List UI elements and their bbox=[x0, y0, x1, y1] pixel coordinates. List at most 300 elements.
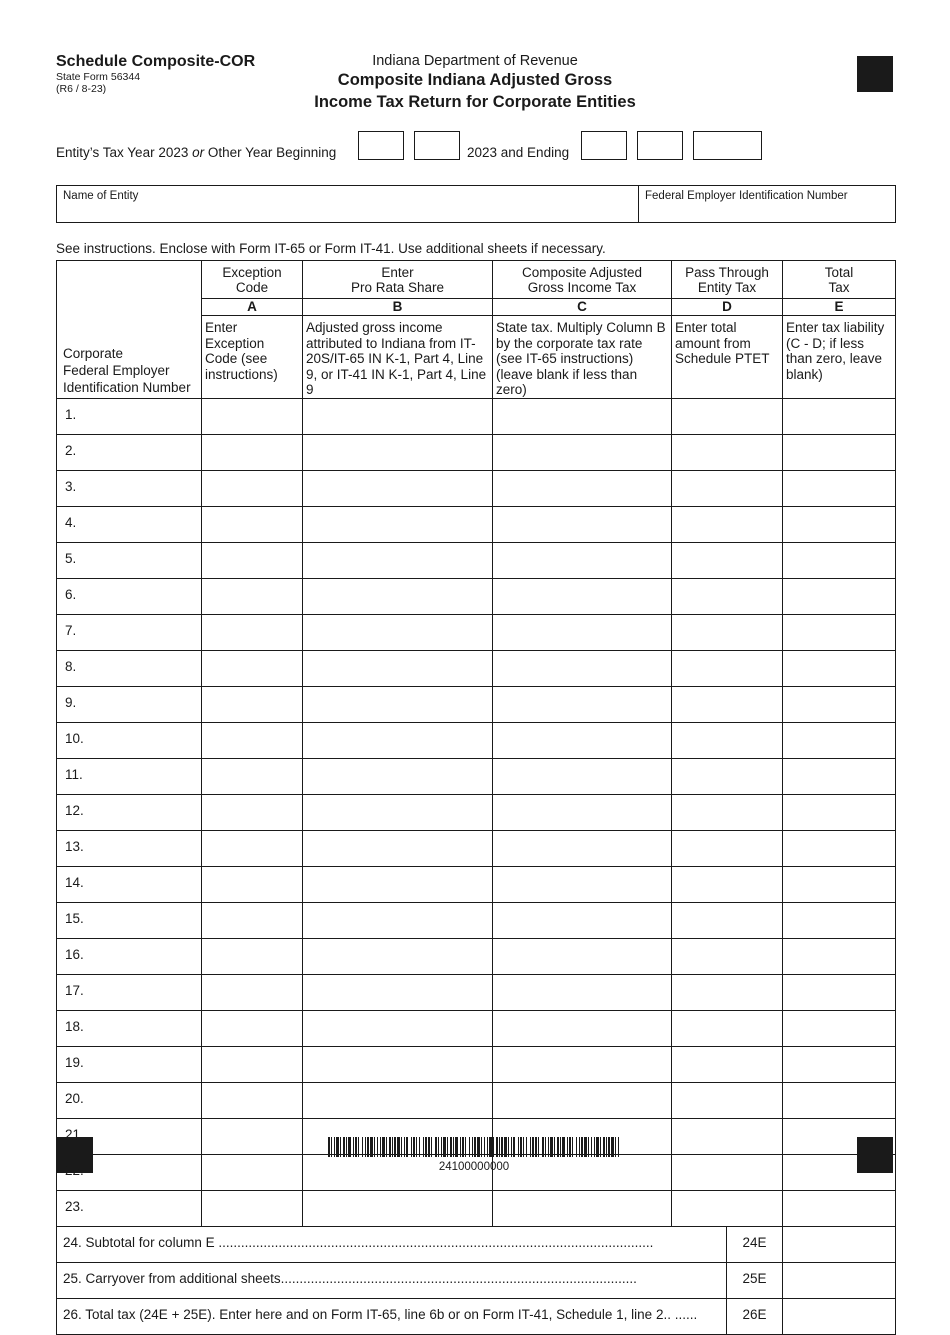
composite-tax-input[interactable] bbox=[493, 650, 672, 686]
pro-rata-share-input[interactable] bbox=[303, 1046, 493, 1082]
barcode-bar bbox=[511, 1137, 512, 1157]
column-a-description: Enter Exception Code (see instructions) bbox=[202, 316, 303, 399]
total-tax-input[interactable] bbox=[783, 1154, 896, 1190]
barcode-bar bbox=[496, 1137, 498, 1157]
pro-rata-share-input[interactable] bbox=[303, 614, 493, 650]
barcode-bar bbox=[548, 1137, 549, 1157]
barcode-bar bbox=[346, 1137, 347, 1157]
total-tax-input[interactable] bbox=[783, 866, 896, 902]
table-row bbox=[57, 830, 896, 866]
line-number-fein-cell[interactable]: 6. bbox=[57, 578, 202, 614]
total-tax-input[interactable] bbox=[783, 434, 896, 470]
pte-tax-input[interactable] bbox=[672, 398, 783, 434]
total-tax-input[interactable] bbox=[783, 542, 896, 578]
column-d-title: Pass Through Entity Tax bbox=[672, 261, 783, 299]
pte-tax-input[interactable] bbox=[672, 470, 783, 506]
pte-tax-input[interactable] bbox=[672, 866, 783, 902]
line-number-fein-cell[interactable]: 5. bbox=[57, 542, 202, 578]
barcode-bar bbox=[404, 1137, 405, 1157]
barcode-bar bbox=[416, 1137, 417, 1157]
total-tax-input[interactable] bbox=[783, 506, 896, 542]
barcode-bar bbox=[560, 1137, 561, 1157]
total-line-label: 25. Carryover from additional sheets............................................................................................... bbox=[57, 1262, 727, 1298]
barcode-bar bbox=[526, 1137, 527, 1157]
barcode-bar bbox=[343, 1137, 345, 1157]
barcode-bar bbox=[489, 1137, 492, 1157]
barcode-bar bbox=[377, 1137, 378, 1157]
barcode-bar bbox=[501, 1137, 503, 1157]
exception-code-input[interactable] bbox=[202, 578, 303, 614]
pro-rata-share-input[interactable] bbox=[303, 866, 493, 902]
form-revision: (R6 / 8-23) bbox=[56, 83, 107, 95]
begin-month-input[interactable] bbox=[358, 131, 404, 160]
barcode-bar bbox=[411, 1137, 412, 1157]
barcode-bar bbox=[554, 1137, 555, 1157]
barcode-bar bbox=[462, 1137, 464, 1157]
total-tax-input[interactable] bbox=[783, 1118, 896, 1154]
table-row bbox=[57, 866, 896, 902]
total-tax-input[interactable] bbox=[783, 398, 896, 434]
barcode-bar bbox=[394, 1137, 396, 1157]
barcode-bar bbox=[530, 1137, 531, 1157]
barcode-bar bbox=[603, 1137, 605, 1157]
barcode-bar bbox=[397, 1137, 400, 1157]
barcode-bar bbox=[581, 1137, 583, 1157]
composite-tax-input[interactable] bbox=[493, 938, 672, 974]
barcode-bar bbox=[358, 1137, 359, 1157]
pro-rata-share-input[interactable] bbox=[303, 1082, 493, 1118]
table-row bbox=[57, 614, 896, 650]
composite-tax-input[interactable] bbox=[493, 470, 672, 506]
table-row bbox=[57, 1010, 896, 1046]
form-title-line-1: Composite Indiana Adjusted Gross bbox=[337, 71, 613, 89]
exception-code-input[interactable] bbox=[202, 1010, 303, 1046]
composite-tax-input[interactable] bbox=[493, 578, 672, 614]
barcode-bar bbox=[523, 1137, 524, 1157]
exception-code-input[interactable] bbox=[202, 1118, 303, 1154]
barcode-image bbox=[328, 1137, 620, 1157]
composite-tax-input[interactable] bbox=[493, 434, 672, 470]
total-tax-input[interactable] bbox=[783, 614, 896, 650]
barcode-bar bbox=[618, 1137, 619, 1157]
pte-tax-input[interactable] bbox=[672, 1010, 783, 1046]
pte-tax-input[interactable] bbox=[672, 434, 783, 470]
form-name: Schedule Composite-COR bbox=[56, 53, 256, 70]
total-tax-input[interactable] bbox=[783, 1046, 896, 1082]
total-tax-input[interactable] bbox=[783, 830, 896, 866]
table-row bbox=[57, 722, 896, 758]
barcode-bar bbox=[435, 1137, 437, 1157]
barcode-bar bbox=[591, 1137, 592, 1157]
pte-tax-input[interactable] bbox=[672, 902, 783, 938]
barcode-bar bbox=[474, 1137, 476, 1157]
barcode-bar bbox=[542, 1137, 544, 1157]
barcode-bar bbox=[425, 1137, 427, 1157]
barcode-bar bbox=[576, 1137, 577, 1157]
barcode-bar bbox=[545, 1137, 546, 1157]
line-number-fein-cell[interactable]: 12. bbox=[57, 794, 202, 830]
barcode-bar bbox=[557, 1137, 559, 1157]
line-number-fein-cell[interactable]: 21. bbox=[57, 1118, 202, 1154]
total-line-label: 26. Total tax (24E + 25E). Enter here and on Form IT-65, line 6b or on Form IT-41, Schedule 1, line 2.. ...... bbox=[57, 1298, 727, 1334]
pro-rata-share-input[interactable] bbox=[303, 830, 493, 866]
form-title-block bbox=[270, 53, 680, 113]
barcode-bar bbox=[472, 1137, 473, 1157]
pro-rata-share-input[interactable] bbox=[303, 542, 493, 578]
total-line-label: 24. Subtotal for column E .................................................................................................................... bbox=[57, 1226, 727, 1262]
barcode-bar bbox=[538, 1137, 539, 1157]
barcode-bar bbox=[382, 1137, 385, 1157]
barcode-bar bbox=[413, 1137, 415, 1157]
exception-code-input[interactable] bbox=[202, 470, 303, 506]
line-number-fein-cell[interactable]: 8. bbox=[57, 650, 202, 686]
barcode-bar bbox=[572, 1137, 573, 1157]
table-row bbox=[57, 1082, 896, 1118]
barcode-bar bbox=[569, 1137, 571, 1157]
total-row bbox=[57, 1226, 896, 1262]
barcode-bar bbox=[477, 1137, 480, 1157]
pte-tax-input[interactable] bbox=[672, 650, 783, 686]
barcode-bar bbox=[431, 1137, 432, 1157]
entity-divider bbox=[638, 186, 639, 222]
line-number-fein-cell[interactable]: 23. bbox=[57, 1190, 202, 1226]
end-month-input[interactable] bbox=[581, 131, 627, 160]
pte-tax-input[interactable] bbox=[672, 686, 783, 722]
barcode-bar bbox=[438, 1137, 439, 1157]
barcode-bar bbox=[460, 1137, 461, 1157]
pte-tax-input[interactable] bbox=[672, 506, 783, 542]
barcode-bar bbox=[596, 1137, 599, 1157]
exception-code-input[interactable] bbox=[202, 938, 303, 974]
form-identifier bbox=[56, 53, 255, 95]
barcode-bar bbox=[594, 1137, 595, 1157]
exception-code-input[interactable] bbox=[202, 1190, 303, 1226]
end-year-input[interactable] bbox=[693, 131, 762, 160]
line-number-fein-cell[interactable]: 9. bbox=[57, 686, 202, 722]
barcode-number: 24100000000 bbox=[438, 1161, 510, 1173]
total-tax-input[interactable] bbox=[783, 1082, 896, 1118]
begin-day-input[interactable] bbox=[414, 131, 460, 160]
exception-code-input[interactable] bbox=[202, 614, 303, 650]
pro-rata-share-input[interactable] bbox=[303, 974, 493, 1010]
barcode-bar bbox=[331, 1137, 332, 1157]
exception-code-input[interactable] bbox=[202, 1154, 303, 1190]
total-tax-input[interactable] bbox=[783, 758, 896, 794]
exception-code-input[interactable] bbox=[202, 398, 303, 434]
pro-rata-share-input[interactable] bbox=[303, 686, 493, 722]
barcode-bar bbox=[380, 1137, 381, 1157]
pro-rata-share-input[interactable] bbox=[303, 434, 493, 470]
line-number-fein-cell[interactable]: 2. bbox=[57, 434, 202, 470]
barcode-bar bbox=[606, 1137, 607, 1157]
composite-tax-input[interactable] bbox=[493, 722, 672, 758]
barcode-bar bbox=[481, 1137, 482, 1157]
line-number-fein-cell[interactable]: 13. bbox=[57, 830, 202, 866]
line-number-fein-cell[interactable]: 16. bbox=[57, 938, 202, 974]
barcode-bar bbox=[447, 1137, 448, 1157]
composite-tax-input[interactable] bbox=[493, 794, 672, 830]
barcode-bar bbox=[518, 1137, 519, 1157]
exception-code-input[interactable] bbox=[202, 974, 303, 1010]
barcode-bar bbox=[499, 1137, 500, 1157]
total-line-amount-input[interactable] bbox=[783, 1226, 896, 1262]
composite-tax-input[interactable] bbox=[493, 974, 672, 1010]
exception-code-input[interactable] bbox=[202, 1046, 303, 1082]
barcode-bar bbox=[362, 1137, 363, 1157]
barcode-bar bbox=[353, 1137, 354, 1157]
composite-tax-input[interactable] bbox=[493, 758, 672, 794]
pte-tax-input[interactable] bbox=[672, 1190, 783, 1226]
barcode-bar bbox=[567, 1137, 568, 1157]
composite-tax-input[interactable] bbox=[493, 902, 672, 938]
barcode-bar bbox=[615, 1137, 616, 1157]
pte-tax-input[interactable] bbox=[672, 1046, 783, 1082]
exception-code-input[interactable] bbox=[202, 1082, 303, 1118]
total-line-code: 25E bbox=[727, 1262, 783, 1298]
instructions-text: See instructions. Enclose with Form IT-65 or Form IT-41. Use additional sheets if necessary. bbox=[56, 241, 606, 256]
total-line-amount-input[interactable] bbox=[783, 1262, 896, 1298]
line-number-fein-cell[interactable]: 18. bbox=[57, 1010, 202, 1046]
barcode-bar bbox=[600, 1137, 601, 1157]
table-row bbox=[57, 938, 896, 974]
pro-rata-share-input[interactable] bbox=[303, 902, 493, 938]
table-row bbox=[57, 542, 896, 578]
column-a-letter: A bbox=[202, 299, 303, 316]
total-line-amount-input[interactable] bbox=[783, 1298, 896, 1334]
exception-code-input[interactable] bbox=[202, 650, 303, 686]
line-number-fein-cell[interactable]: 1. bbox=[57, 398, 202, 434]
column-a-title: Exception Code bbox=[202, 261, 303, 299]
pro-rata-share-input[interactable] bbox=[303, 1190, 493, 1226]
barcode-bar bbox=[608, 1137, 610, 1157]
entity-fein-label: Federal Employer Identification Number bbox=[645, 190, 848, 202]
pte-tax-input[interactable] bbox=[672, 1154, 783, 1190]
line-number-fein-cell[interactable]: 20. bbox=[57, 1082, 202, 1118]
barcode-bar bbox=[532, 1137, 534, 1157]
total-tax-input[interactable] bbox=[783, 686, 896, 722]
pte-tax-input[interactable] bbox=[672, 578, 783, 614]
composite-tax-input[interactable] bbox=[493, 686, 672, 722]
pro-rata-share-input[interactable] bbox=[303, 578, 493, 614]
barcode-bar bbox=[367, 1137, 369, 1157]
barcode-bar bbox=[348, 1137, 351, 1157]
barcode-bar bbox=[355, 1137, 357, 1157]
table-row bbox=[57, 578, 896, 614]
table-row bbox=[57, 1190, 896, 1226]
table-row bbox=[57, 974, 896, 1010]
state-form-number: State Form 56344 bbox=[56, 71, 141, 83]
barcode-bar bbox=[504, 1137, 507, 1157]
barcode-bar bbox=[374, 1137, 375, 1157]
barcode-bar bbox=[334, 1137, 335, 1157]
line-number-fein-cell[interactable]: 11. bbox=[57, 758, 202, 794]
pte-tax-input[interactable] bbox=[672, 830, 783, 866]
barcode-bar bbox=[419, 1137, 420, 1157]
barcode-bar bbox=[428, 1137, 430, 1157]
table-row bbox=[57, 434, 896, 470]
column-c-letter: C bbox=[493, 299, 672, 316]
barcode-bar bbox=[611, 1137, 614, 1157]
barcode-bar bbox=[562, 1137, 565, 1157]
composite-tax-input[interactable] bbox=[493, 1010, 672, 1046]
pro-rata-share-input[interactable] bbox=[303, 794, 493, 830]
barcode-bar bbox=[588, 1137, 589, 1157]
column-b-description: Adjusted gross income attributed to Indiana from IT-20S/IT-65 IN K-1, Part 4, Line 9, or IT-41 IN K-1, Part 4, Line 9 bbox=[303, 316, 493, 399]
pro-rata-share-input[interactable] bbox=[303, 398, 493, 434]
total-tax-input[interactable] bbox=[783, 902, 896, 938]
barcode-bar bbox=[520, 1137, 522, 1157]
barcode-bar bbox=[579, 1137, 580, 1157]
line-number-fein-cell[interactable]: 10. bbox=[57, 722, 202, 758]
pte-tax-input[interactable] bbox=[672, 1118, 783, 1154]
composite-tax-input[interactable] bbox=[493, 830, 672, 866]
total-tax-input[interactable] bbox=[783, 974, 896, 1010]
composite-tax-input[interactable] bbox=[493, 398, 672, 434]
total-tax-input[interactable] bbox=[783, 650, 896, 686]
barcode-bar bbox=[535, 1137, 537, 1157]
table-row bbox=[57, 470, 896, 506]
barcode-bar bbox=[328, 1137, 330, 1157]
pro-rata-share-input[interactable] bbox=[303, 650, 493, 686]
total-row bbox=[57, 1262, 896, 1298]
pro-rata-share-input[interactable] bbox=[303, 938, 493, 974]
pte-tax-input[interactable] bbox=[672, 938, 783, 974]
pte-tax-input[interactable] bbox=[672, 758, 783, 794]
line-number-fein-cell[interactable]: 22. bbox=[57, 1154, 202, 1190]
pte-tax-input[interactable] bbox=[672, 722, 783, 758]
barcode-bar bbox=[423, 1137, 424, 1157]
exception-code-input[interactable] bbox=[202, 506, 303, 542]
column-d-letter: D bbox=[672, 299, 783, 316]
composite-tax-input[interactable] bbox=[493, 614, 672, 650]
composite-tax-input[interactable] bbox=[493, 542, 672, 578]
table-row bbox=[57, 650, 896, 686]
department-name: Indiana Department of Revenue bbox=[372, 53, 578, 69]
column-e-letter: E bbox=[783, 299, 896, 316]
total-tax-input[interactable] bbox=[783, 578, 896, 614]
line-number-fein-cell[interactable]: 7. bbox=[57, 614, 202, 650]
end-day-input[interactable] bbox=[637, 131, 683, 160]
table-row bbox=[57, 902, 896, 938]
line-number-fein-cell[interactable]: 14. bbox=[57, 866, 202, 902]
barcode-bar bbox=[584, 1137, 587, 1157]
column-c-title: Composite Adjusted Gross Income Tax bbox=[493, 261, 672, 299]
barcode-bar bbox=[443, 1137, 446, 1157]
barcode-bar bbox=[465, 1137, 466, 1157]
barcode-bar bbox=[450, 1137, 452, 1157]
form-title-line-2: Income Tax Return for Corporate Entities bbox=[314, 93, 636, 111]
total-line-code: 24E bbox=[727, 1226, 783, 1262]
tax-year-begin-label: Entity’s Tax Year 2023 or Other Year Beginning bbox=[56, 145, 337, 160]
registration-mark-top-right bbox=[857, 56, 893, 92]
pro-rata-share-input[interactable] bbox=[303, 506, 493, 542]
column-b-letter: B bbox=[303, 299, 493, 316]
barcode-bar bbox=[493, 1137, 494, 1157]
line-number-fein-cell[interactable]: 15. bbox=[57, 902, 202, 938]
total-tax-input[interactable] bbox=[783, 1010, 896, 1046]
composite-tax-input[interactable] bbox=[493, 506, 672, 542]
column-e-description: Enter tax liability (C - D; if less than zero, leave blank) bbox=[783, 316, 896, 399]
barcode-bar bbox=[370, 1137, 373, 1157]
barcode-bar bbox=[336, 1137, 339, 1157]
table-row bbox=[57, 794, 896, 830]
barcode-bar bbox=[550, 1137, 553, 1157]
pro-rata-share-input[interactable] bbox=[303, 1010, 493, 1046]
table-row bbox=[57, 686, 896, 722]
line-number-fein-cell[interactable]: 17. bbox=[57, 974, 202, 1010]
pro-rata-share-input[interactable] bbox=[303, 758, 493, 794]
line-number-fein-cell[interactable]: 19. bbox=[57, 1046, 202, 1082]
exception-code-input[interactable] bbox=[202, 866, 303, 902]
exception-code-input[interactable] bbox=[202, 830, 303, 866]
entity-name-label: Name of Entity bbox=[63, 190, 139, 202]
total-tax-input[interactable] bbox=[783, 794, 896, 830]
total-tax-input[interactable] bbox=[783, 470, 896, 506]
exception-code-input[interactable] bbox=[202, 686, 303, 722]
barcode-bar bbox=[487, 1137, 488, 1157]
exception-code-input[interactable] bbox=[202, 758, 303, 794]
total-tax-input[interactable] bbox=[783, 722, 896, 758]
barcode-bar bbox=[455, 1137, 458, 1157]
total-line-code: 26E bbox=[727, 1298, 783, 1334]
exception-code-input[interactable] bbox=[202, 794, 303, 830]
corporate-fein-header: Corporate Federal Employer Identification Number bbox=[57, 261, 202, 399]
barcode-bar bbox=[365, 1137, 366, 1157]
barcode-bar bbox=[441, 1137, 442, 1157]
pro-rata-share-input[interactable] bbox=[303, 722, 493, 758]
pro-rata-share-input[interactable] bbox=[303, 470, 493, 506]
composite-tax-input[interactable] bbox=[493, 1190, 672, 1226]
pte-tax-input[interactable] bbox=[672, 614, 783, 650]
total-row bbox=[57, 1298, 896, 1334]
pte-tax-input[interactable] bbox=[672, 542, 783, 578]
exception-code-input[interactable] bbox=[202, 722, 303, 758]
pte-tax-input[interactable] bbox=[672, 974, 783, 1010]
line-number-fein-cell[interactable]: 4. bbox=[57, 506, 202, 542]
exception-code-input[interactable] bbox=[202, 902, 303, 938]
column-d-description: Enter total amount from Schedule PTET bbox=[672, 316, 783, 399]
pte-tax-input[interactable] bbox=[672, 1082, 783, 1118]
barcode-bar bbox=[484, 1137, 485, 1157]
table-row bbox=[57, 758, 896, 794]
barcode-bar bbox=[406, 1137, 408, 1157]
column-b-title: Enter Pro Rata Share bbox=[303, 261, 493, 299]
table-row bbox=[57, 398, 896, 434]
table-row bbox=[57, 506, 896, 542]
barcode-bar bbox=[340, 1137, 341, 1157]
tax-year-end-label: 2023 and Ending bbox=[467, 145, 570, 160]
pte-tax-input[interactable] bbox=[672, 794, 783, 830]
total-tax-input[interactable] bbox=[783, 938, 896, 974]
line-number-fein-cell[interactable]: 3. bbox=[57, 470, 202, 506]
barcode-bar bbox=[386, 1137, 387, 1157]
entity-info-row bbox=[56, 185, 896, 223]
composite-tax-input[interactable] bbox=[493, 1046, 672, 1082]
exception-code-input[interactable] bbox=[202, 542, 303, 578]
barcode-bar bbox=[401, 1137, 402, 1157]
exception-code-input[interactable] bbox=[202, 434, 303, 470]
column-e-title: Total Tax bbox=[783, 261, 896, 299]
barcode-bar bbox=[508, 1137, 509, 1157]
total-tax-input[interactable] bbox=[783, 1190, 896, 1226]
barcode-bar bbox=[469, 1137, 470, 1157]
composite-tax-table bbox=[56, 260, 896, 1335]
composite-tax-input[interactable] bbox=[493, 866, 672, 902]
barcode-bar bbox=[389, 1137, 391, 1157]
composite-tax-input[interactable] bbox=[493, 1082, 672, 1118]
barcode-bar bbox=[453, 1137, 454, 1157]
barcode-bar bbox=[513, 1137, 515, 1157]
